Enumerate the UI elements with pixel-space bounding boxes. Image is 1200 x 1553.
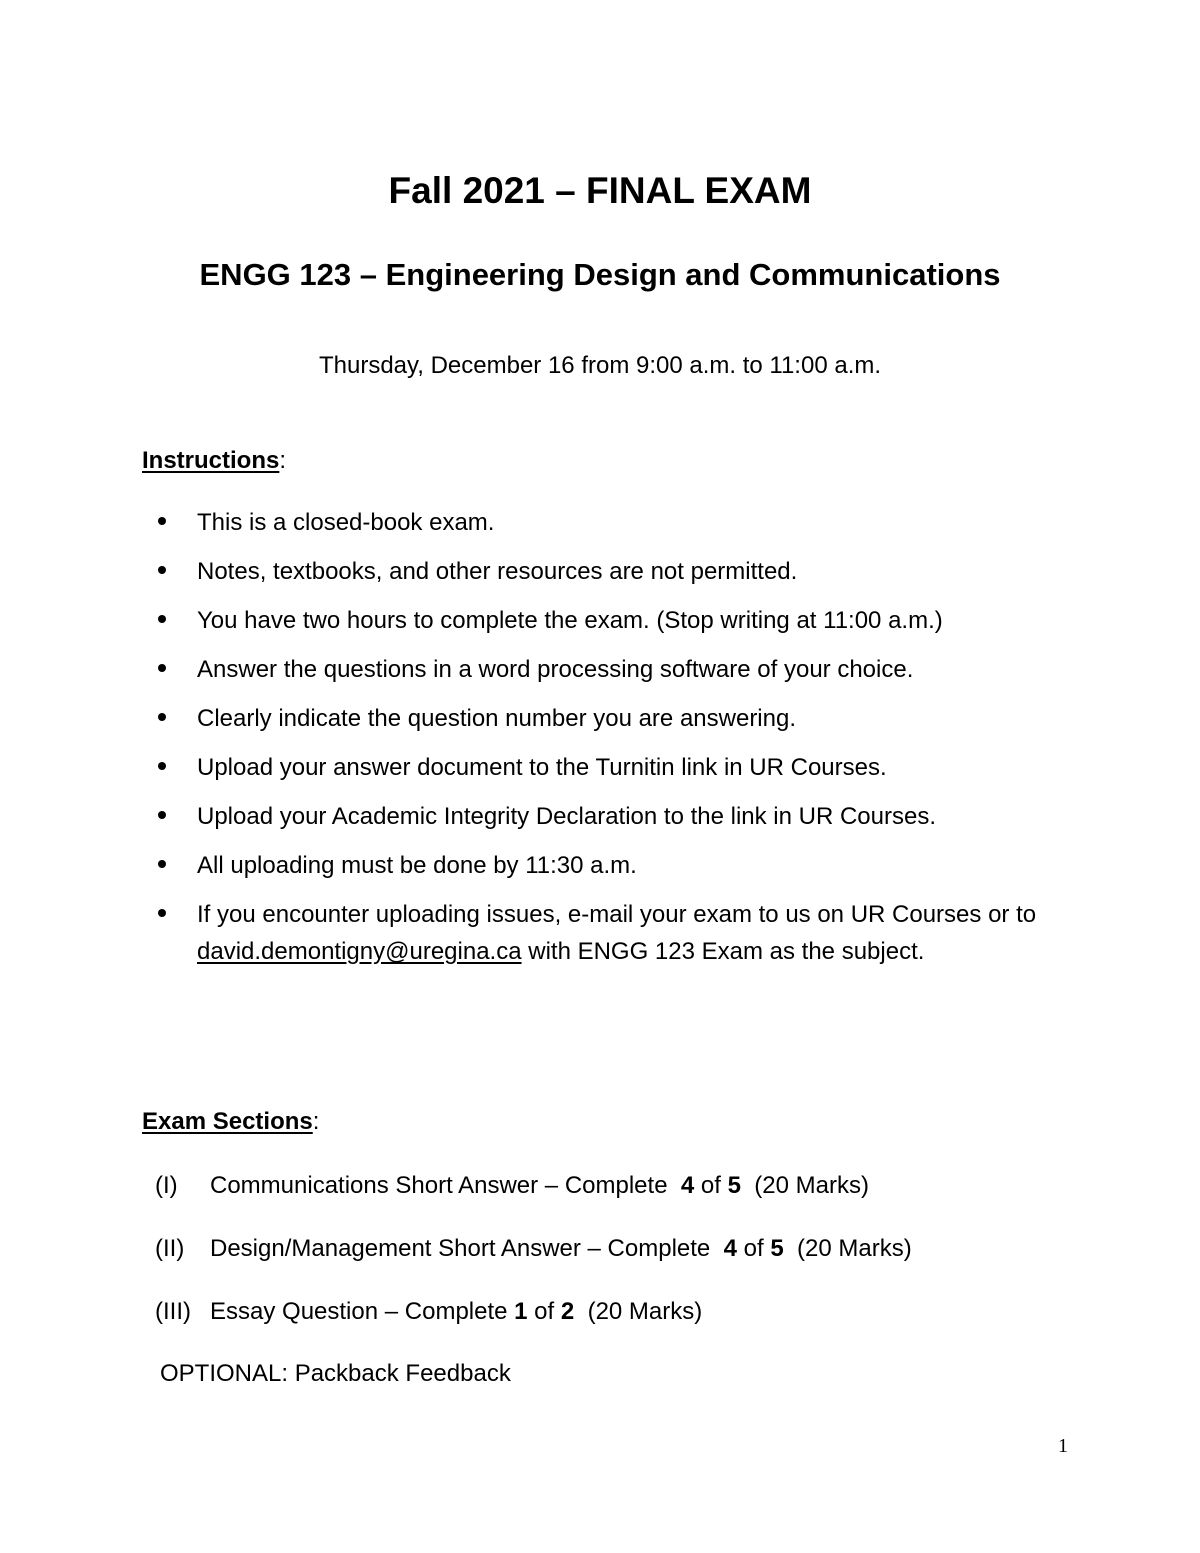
section-of: of [694, 1172, 728, 1199]
bullet-icon [158, 811, 166, 819]
bullet-icon [158, 909, 166, 917]
section-marks: (20 Marks) [574, 1298, 703, 1325]
instruction-item [158, 553, 1118, 590]
bullet-icon [158, 762, 166, 770]
section-total-count: 5 [727, 1172, 741, 1199]
exam-section-row [155, 1233, 912, 1265]
instructions-heading-label: Instructions [142, 447, 280, 474]
section-numeral: (III) [155, 1298, 191, 1325]
instructions-list [158, 504, 1118, 982]
section-numeral: (II) [155, 1235, 185, 1262]
bullet-icon [158, 713, 166, 721]
section-of: of [527, 1298, 561, 1325]
section-marks: (20 Marks) [783, 1235, 912, 1262]
instruction-text: Upload your Academic Integrity Declaration to the link in UR Courses. [197, 803, 937, 830]
bullet-icon [158, 517, 166, 525]
exam-sections-heading-colon: : [312, 1108, 320, 1135]
section-numeral: (I) [155, 1172, 178, 1199]
instruction-text: All uploading must be done by 11:30 a.m. [197, 852, 637, 879]
instructions-heading [142, 445, 286, 477]
page-number: 1 [1058, 1435, 1068, 1457]
instruction-item [158, 847, 1118, 884]
section-complete-count: 4 [723, 1235, 737, 1262]
section-complete-count: 4 [680, 1172, 695, 1199]
instruction-item [158, 602, 1118, 639]
exam-sections-heading [142, 1106, 319, 1138]
section-text: Design/Management Short Answer – Complete [210, 1235, 724, 1262]
instruction-text-after-email: with ENGG 123 Exam as the subject. [521, 938, 925, 965]
instruction-item [158, 798, 1118, 835]
section-complete-count: 1 [514, 1298, 528, 1325]
section-total-count: 2 [560, 1298, 575, 1325]
instruction-text: Notes, textbooks, and other resources are not permitted. [197, 558, 798, 585]
instruction-text: Upload your answer document to the Turnitin link in UR Courses. [197, 754, 887, 781]
exam-section-row [155, 1296, 702, 1328]
section-marks: (20 Marks) [740, 1172, 869, 1199]
bullet-icon [158, 566, 166, 574]
exam-section-row [155, 1170, 869, 1202]
section-text: Essay Question – Complete [210, 1298, 515, 1325]
bullet-icon [158, 615, 166, 623]
instruction-item [158, 700, 1118, 737]
course-title: ENGG 123 – Engineering Design and Communications [199, 257, 1001, 292]
exam-sections-heading-label: Exam Sections [142, 1108, 313, 1135]
instruction-text-before-email: If you encounter uploading issues, e-mail your exam to us on UR Courses or to [197, 901, 1037, 928]
instructions-heading-colon: : [279, 447, 287, 474]
instruction-text: This is a closed-book exam. [197, 509, 495, 536]
instruction-item-upload-issues [158, 896, 1118, 970]
exam-title: Fall 2021 – FINAL EXAM [388, 170, 812, 211]
email-link[interactable]: david.demontigny@uregina.ca [197, 938, 522, 965]
exam-date-line: Thursday, December 16 from 9:00 a.m. to 11:00 a.m. [318, 352, 882, 379]
bullet-icon [158, 664, 166, 672]
instruction-item [158, 651, 1118, 688]
instruction-text: You have two hours to complete the exam. (Stop writing at 11:00 a.m.) [197, 607, 943, 634]
instruction-text: Clearly indicate the question number you are answering. [197, 705, 797, 732]
instruction-item [158, 749, 1118, 786]
section-total-count: 5 [770, 1235, 784, 1262]
optional-feedback: OPTIONAL: Packback Feedback [160, 1360, 511, 1387]
instruction-text: Answer the questions in a word processing software of your choice. [197, 656, 914, 683]
section-text: Communications Short Answer – Complete [210, 1172, 681, 1199]
section-of: of [736, 1235, 771, 1262]
instruction-item [158, 504, 1118, 541]
bullet-icon [158, 860, 166, 868]
